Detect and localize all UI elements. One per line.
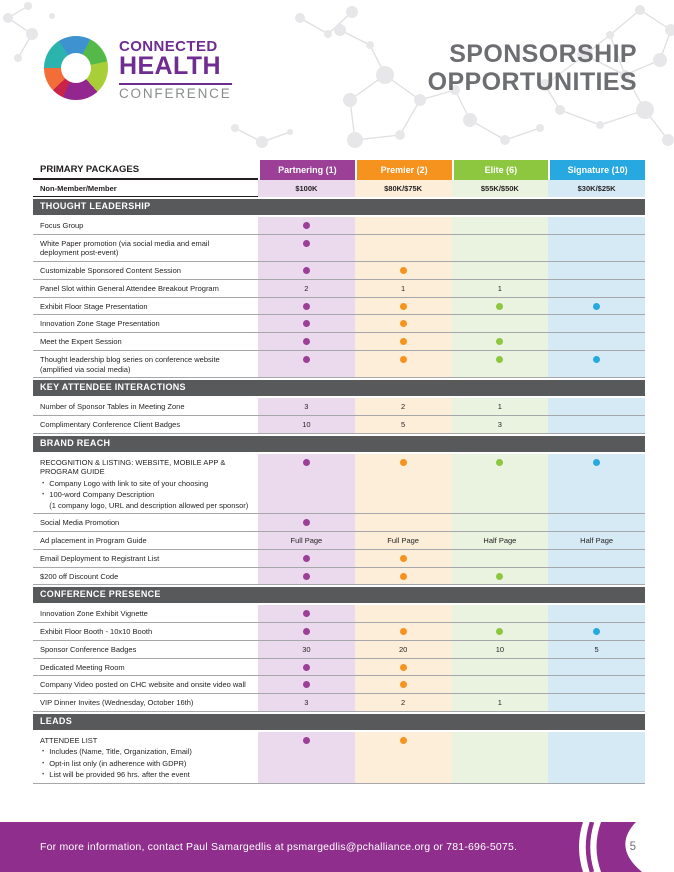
row-label-text: Sponsor Conference Badges (40, 644, 137, 654)
benefit-cell-signature-10 (548, 694, 645, 711)
benefit-cell-signature-10 (548, 605, 645, 622)
section-header-key-attendee-interactions: KEY ATTENDEE INTERACTIONS (33, 380, 645, 396)
benefit-cell-elite-6 (452, 333, 549, 350)
benefit-cell-partnering-1 (258, 351, 355, 378)
included-dot-icon (303, 610, 310, 617)
table-row (33, 514, 645, 532)
included-dot-icon (400, 555, 407, 562)
included-dot-icon (303, 664, 310, 671)
benefit-cell-elite-6 (452, 298, 549, 315)
benefit-cell-elite-6 (452, 550, 549, 567)
row-label (33, 454, 258, 514)
benefit-cell-partnering-1 (258, 280, 355, 297)
benefit-value: 5 (594, 644, 599, 654)
row-label-text: Focus Group (40, 220, 84, 230)
benefit-cell-partnering-1 (258, 605, 355, 622)
benefit-cell-partnering-1 (258, 333, 355, 350)
price-row (33, 180, 645, 197)
bullet-text (49, 770, 190, 780)
logo-line-health: HEALTH (119, 52, 221, 80)
benefit-cell-partnering-1 (258, 262, 355, 279)
row-label (33, 514, 258, 531)
row-label-text: VIP Dinner Invites (Wednesday, October 16th) (40, 698, 194, 708)
table-row (33, 732, 645, 784)
included-dot-icon (593, 628, 600, 635)
row-label (33, 605, 258, 622)
section-header-thought-leadership: THOUGHT LEADERSHIP (33, 199, 645, 215)
row-label (33, 315, 258, 332)
included-dot-icon (400, 664, 407, 671)
benefit-cell-premier-2 (355, 262, 452, 279)
table-row (33, 605, 645, 623)
benefit-cell-partnering-1 (258, 694, 355, 711)
benefit-value: Full Page (290, 536, 323, 546)
benefit-cell-premier-2 (355, 398, 452, 415)
benefit-cell-partnering-1 (258, 659, 355, 676)
row-label-text: Ad placement in Program Guide (40, 536, 147, 546)
benefit-cell-premier-2 (355, 550, 452, 567)
table-row (33, 454, 645, 515)
benefit-cell-signature-10 (548, 641, 645, 658)
benefit-cell-signature-10 (548, 659, 645, 676)
row-label-text: ATTENDEE LIST (40, 735, 98, 745)
page-title-line2: OPPORTUNITIES (427, 68, 637, 96)
table-row (33, 416, 645, 434)
section-header-conference-presence: CONFERENCE PRESENCE (33, 587, 645, 603)
included-dot-icon (303, 573, 310, 580)
benefit-cell-premier-2 (355, 694, 452, 711)
table-header-row (33, 160, 645, 180)
included-dot-icon (303, 303, 310, 310)
table-row (33, 694, 645, 712)
included-dot-icon (593, 356, 600, 363)
package-column-header-elite-6: Elite (6) (452, 160, 549, 180)
footer-contact-text: For more information, contact Paul Samargedlis at psmargedlis@pchalliance.org or 781-696-5075. (40, 841, 518, 853)
benefit-cell-partnering-1 (258, 532, 355, 549)
bullet-item (42, 770, 250, 780)
included-dot-icon (400, 267, 407, 274)
bullet-icon: • (42, 748, 45, 756)
row-label-text: Company Video posted on CHC website and onsite video wall (40, 680, 246, 690)
benefit-cell-partnering-1 (258, 676, 355, 693)
benefit-cell-signature-10 (548, 550, 645, 567)
row-label-text: Panel Slot within General Attendee Breakout Program (40, 283, 219, 293)
benefit-cell-elite-6 (452, 568, 549, 585)
benefit-cell-signature-10 (548, 623, 645, 640)
table-row (33, 623, 645, 641)
row-label-text: $200 off Discount Code (40, 571, 119, 581)
row-label (33, 333, 258, 350)
benefit-cell-premier-2 (355, 732, 452, 783)
benefit-cell-premier-2 (355, 605, 452, 622)
table-row (33, 262, 645, 280)
table-row (33, 641, 645, 659)
row-bullet-list (42, 479, 250, 510)
bullet-text-line: 100-word Company Description (49, 490, 155, 500)
benefit-cell-premier-2 (355, 676, 452, 693)
row-label (33, 676, 258, 693)
row-label-text: Email Deployment to Registrant List (40, 553, 160, 563)
benefit-value: 1 (497, 283, 502, 293)
benefit-cell-signature-10 (548, 333, 645, 350)
page-title-line1: SPONSORSHIP (449, 40, 637, 68)
benefit-cell-elite-6 (452, 280, 549, 297)
benefit-cell-partnering-1 (258, 235, 355, 262)
logo-line-conference: CONFERENCE (119, 83, 232, 102)
included-dot-icon (400, 681, 407, 688)
row-label (33, 623, 258, 640)
package-price-partnering-1: $100K (258, 180, 355, 197)
bullet-text (49, 490, 248, 510)
included-dot-icon (496, 628, 503, 635)
benefit-cell-elite-6 (452, 732, 549, 783)
benefit-cell-partnering-1 (258, 550, 355, 567)
logo-wordmark (119, 36, 232, 101)
benefit-cell-signature-10 (548, 351, 645, 378)
included-dot-icon (303, 519, 310, 526)
bullet-text (49, 479, 208, 489)
included-dot-icon (303, 681, 310, 688)
benefit-cell-premier-2 (355, 659, 452, 676)
bullet-text (49, 759, 186, 769)
benefit-cell-signature-10 (548, 732, 645, 783)
table-row (33, 532, 645, 550)
benefit-value: 1 (401, 283, 406, 293)
row-label-text: Innovation Zone Stage Presentation (40, 319, 160, 329)
included-dot-icon (303, 356, 310, 363)
benefit-cell-elite-6 (452, 514, 549, 531)
package-price-premier-2: $80K/$75K (355, 180, 452, 197)
row-label (33, 235, 258, 262)
included-dot-icon (593, 459, 600, 466)
benefit-cell-partnering-1 (258, 398, 355, 415)
benefit-value: 10 (495, 644, 505, 654)
package-price-signature-10: $30K/$25K (548, 180, 645, 197)
benefit-cell-signature-10 (548, 315, 645, 332)
row-label (33, 298, 258, 315)
benefit-cell-signature-10 (548, 262, 645, 279)
row-label-text: Exhibit Floor Booth - 10x10 Booth (40, 627, 153, 637)
benefit-cell-premier-2 (355, 568, 452, 585)
benefit-cell-premier-2 (355, 416, 452, 433)
included-dot-icon (496, 356, 503, 363)
included-dot-icon (496, 338, 503, 345)
included-dot-icon (303, 737, 310, 744)
included-dot-icon (400, 338, 407, 345)
benefit-cell-partnering-1 (258, 732, 355, 783)
table-row (33, 280, 645, 298)
conference-logo (44, 36, 232, 101)
bullet-item (42, 747, 250, 757)
benefit-cell-signature-10 (548, 298, 645, 315)
benefit-cell-partnering-1 (258, 568, 355, 585)
package-column-header-partnering-1: Partnering (1) (258, 160, 355, 180)
row-label-text: Innovation Zone Exhibit Vignette (40, 609, 148, 619)
included-dot-icon (400, 320, 407, 327)
table-row (33, 351, 645, 379)
benefit-cell-premier-2 (355, 641, 452, 658)
included-dot-icon (496, 303, 503, 310)
benefit-cell-elite-6 (452, 623, 549, 640)
row-label (33, 280, 258, 297)
table-row (33, 398, 645, 416)
bullet-text-line: List will be provided 96 hrs. after the event (49, 769, 190, 779)
benefit-cell-premier-2 (355, 623, 452, 640)
benefit-value: 2 (401, 698, 406, 708)
benefit-cell-elite-6 (452, 454, 549, 514)
included-dot-icon (303, 240, 310, 247)
benefit-cell-premier-2 (355, 532, 452, 549)
benefit-cell-signature-10 (548, 676, 645, 693)
benefit-value: 20 (398, 644, 408, 654)
included-dot-icon (400, 459, 407, 466)
logo-line-connected: CONNECTED (119, 38, 218, 55)
included-dot-icon (303, 320, 310, 327)
benefit-cell-signature-10 (548, 280, 645, 297)
bullet-text (49, 747, 192, 757)
included-dot-icon (303, 459, 310, 466)
row-label-text: White Paper promotion (via social media and email deployment post-event) (40, 238, 210, 258)
page-title (428, 40, 637, 96)
benefit-cell-partnering-1 (258, 298, 355, 315)
included-dot-icon (593, 303, 600, 310)
benefit-value: 2 (401, 402, 406, 412)
benefit-cell-signature-10 (548, 217, 645, 234)
benefit-cell-premier-2 (355, 514, 452, 531)
bullet-icon: • (42, 491, 45, 499)
included-dot-icon (303, 338, 310, 345)
benefit-cell-premier-2 (355, 280, 452, 297)
benefit-cell-partnering-1 (258, 217, 355, 234)
benefit-cell-elite-6 (452, 676, 549, 693)
row-label-text: Exhibit Floor Stage Presentation (40, 301, 148, 311)
bullet-item (42, 479, 250, 489)
included-dot-icon (496, 573, 503, 580)
row-label (33, 659, 258, 676)
table-row (33, 235, 645, 263)
included-dot-icon (303, 267, 310, 274)
benefit-value: 3 (304, 698, 309, 708)
benefit-value: 5 (401, 420, 406, 430)
included-dot-icon (496, 459, 503, 466)
benefit-cell-elite-6 (452, 315, 549, 332)
bullet-item (42, 490, 250, 510)
included-dot-icon (303, 628, 310, 635)
price-row-label: Non-Member/Member (33, 180, 258, 197)
row-label-text: Number of Sponsor Tables in Meeting Zone (40, 402, 185, 412)
bullet-text-subline: (1 company logo, URL and description allowed per sponsor) (49, 500, 249, 510)
row-label (33, 532, 258, 549)
row-label-text: Complimentary Conference Client Badges (40, 420, 181, 430)
row-label (33, 641, 258, 658)
included-dot-icon (400, 303, 407, 310)
benefit-cell-signature-10 (548, 532, 645, 549)
row-label-text: Customizable Sponsored Content Session (40, 266, 181, 276)
package-column-header-premier-2: Premier (2) (355, 160, 452, 180)
included-dot-icon (400, 573, 407, 580)
benefit-value: 10 (302, 420, 311, 430)
benefit-cell-signature-10 (548, 568, 645, 585)
table-row (33, 217, 645, 235)
benefit-cell-partnering-1 (258, 623, 355, 640)
row-label (33, 398, 258, 415)
benefit-cell-partnering-1 (258, 315, 355, 332)
bullet-icon: • (42, 770, 45, 778)
bullet-item (42, 759, 250, 769)
benefit-cell-premier-2 (355, 351, 452, 378)
included-dot-icon (303, 222, 310, 229)
benefit-value: 30 (302, 644, 311, 654)
table-row (33, 550, 645, 568)
table-row (33, 315, 645, 333)
benefit-cell-elite-6 (452, 694, 549, 711)
bullet-icon: • (42, 759, 45, 767)
benefit-cell-elite-6 (452, 416, 549, 433)
row-label (33, 351, 258, 378)
benefit-cell-premier-2 (355, 315, 452, 332)
benefit-cell-signature-10 (548, 416, 645, 433)
table-row (33, 568, 645, 586)
benefit-cell-elite-6 (452, 398, 549, 415)
benefit-cell-partnering-1 (258, 454, 355, 514)
sponsorship-packages-table (33, 160, 645, 784)
included-dot-icon (400, 628, 407, 635)
row-bullet-list (42, 747, 250, 779)
benefit-cell-elite-6 (452, 351, 549, 378)
package-column-header-signature-10: Signature (10) (548, 160, 645, 180)
benefit-cell-premier-2 (355, 235, 452, 262)
row-label (33, 694, 258, 711)
page-number: 5 (629, 841, 636, 853)
row-label-text: Social Media Promotion (40, 518, 120, 528)
row-label-text: Dedicated Meeting Room (40, 662, 125, 672)
included-dot-icon (400, 737, 407, 744)
benefit-value: 3 (497, 420, 502, 430)
section-header-leads: LEADS (33, 714, 645, 730)
row-label (33, 262, 258, 279)
section-header-brand-reach: BRAND REACH (33, 436, 645, 452)
benefit-value: Half Page (580, 536, 614, 546)
row-label (33, 217, 258, 234)
included-dot-icon (303, 555, 310, 562)
benefit-cell-elite-6 (452, 641, 549, 658)
row-label (33, 732, 258, 783)
row-label-text: Meet the Expert Session (40, 337, 122, 347)
benefit-value: Half Page (483, 536, 517, 546)
page-footer (0, 822, 674, 872)
bullet-text-line: Company Logo with link to site of your choosing (49, 479, 209, 489)
row-label-text: RECOGNITION & LISTING: WEBSITE, MOBILE APP & PROGRAM GUIDE (40, 457, 226, 477)
included-dot-icon (400, 356, 407, 363)
table-row (33, 298, 645, 316)
benefit-value: 3 (304, 402, 309, 412)
table-row (33, 333, 645, 351)
benefit-cell-partnering-1 (258, 641, 355, 658)
benefit-cell-signature-10 (548, 398, 645, 415)
benefit-cell-elite-6 (452, 659, 549, 676)
benefit-cell-elite-6 (452, 532, 549, 549)
benefit-cell-elite-6 (452, 217, 549, 234)
benefit-cell-premier-2 (355, 333, 452, 350)
benefit-value: 1 (497, 698, 502, 708)
row-label (33, 550, 258, 567)
row-label (33, 568, 258, 585)
row-label (33, 416, 258, 433)
benefit-cell-signature-10 (548, 235, 645, 262)
bullet-text-line: Opt-in list only (in adherence with GDPR) (49, 758, 187, 768)
package-price-elite-6: $55K/$50K (452, 180, 549, 197)
benefit-cell-partnering-1 (258, 416, 355, 433)
benefit-cell-premier-2 (355, 217, 452, 234)
benefit-cell-signature-10 (548, 514, 645, 531)
bullet-text-line: Includes (Name, Title, Organization, Email) (49, 747, 192, 757)
row-label-text: Thought leadership blog series on conference website (amplified via social media) (40, 354, 220, 374)
benefit-cell-partnering-1 (258, 514, 355, 531)
benefit-value: 2 (304, 283, 309, 293)
benefit-cell-premier-2 (355, 298, 452, 315)
table-row (33, 676, 645, 694)
bullet-icon: • (42, 480, 45, 488)
benefit-cell-elite-6 (452, 605, 549, 622)
benefit-value: 1 (497, 402, 502, 412)
benefit-cell-premier-2 (355, 454, 452, 514)
logo-ring-icon (44, 36, 108, 100)
primary-packages-header: PRIMARY PACKAGES (33, 160, 258, 180)
benefit-value: Full Page (387, 536, 419, 546)
page-header (0, 0, 674, 158)
benefit-cell-elite-6 (452, 235, 549, 262)
benefit-cell-signature-10 (548, 454, 645, 514)
table-row (33, 659, 645, 677)
benefit-cell-elite-6 (452, 262, 549, 279)
